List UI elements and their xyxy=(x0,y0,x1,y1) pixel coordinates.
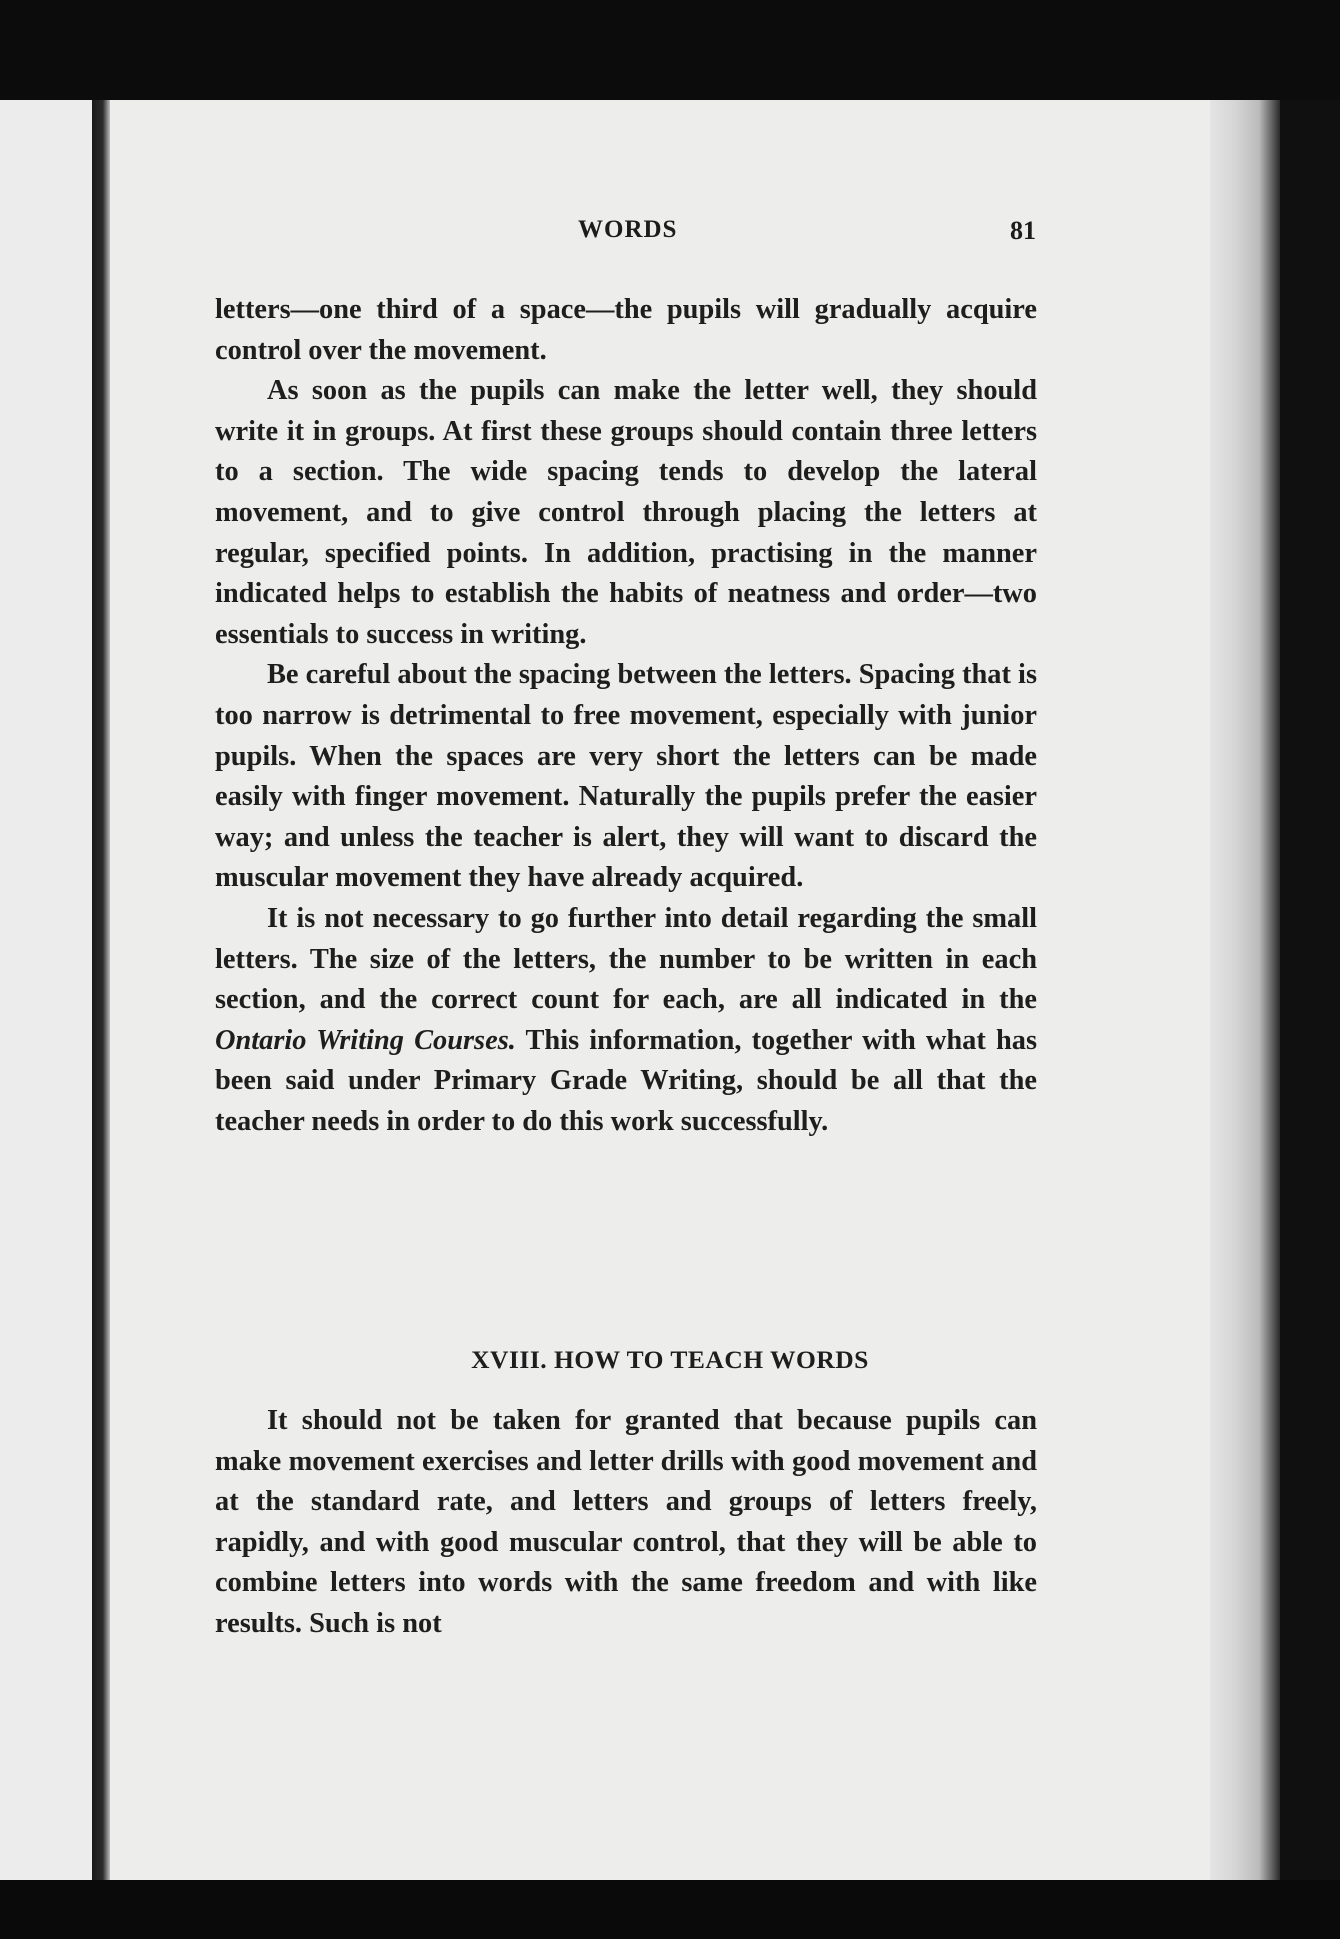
running-head-title: WORDS xyxy=(578,216,678,243)
scan-background-bottom xyxy=(0,1880,1340,1939)
book-gutter xyxy=(92,100,110,1880)
page-number: 81 xyxy=(1010,216,1036,245)
paragraph: Be careful about the spacing between the letters. Spacing that is too narrow is detrimental to free movement, especially with junior pupils. When the spaces are very short the letters can be made easily with finger movement. Naturally the pupils prefer the easier way; and unless the teacher is alert, they will want to discard the muscular movement they have already acquired. xyxy=(215,659,1037,894)
paragraph xyxy=(215,899,1037,1143)
scan-background-right xyxy=(1280,100,1340,1880)
running-head xyxy=(0,212,1340,252)
scan-background-top xyxy=(0,0,1340,100)
facing-page-edge xyxy=(0,100,92,1880)
section-body-text xyxy=(215,1401,1037,1645)
page-fore-edge xyxy=(1210,100,1280,1880)
paragraph: It should not be taken for granted that because pupils can make movement exercises and letter drills with good movement and at the standard rate, and letters and groups of letters freely, rapidly, and with good muscular control, that they will be able to combine letters into words with the same freedom and with like results. Such is not xyxy=(215,1405,1037,1639)
paragraph-text: This information, together with what has been said under Primary Grade Writing, should be all that the teacher needs in order to do this work successfully. xyxy=(215,1024,1037,1137)
book-title-italic: Ontario Writing Courses. xyxy=(215,1024,516,1056)
section-heading: XVIII. HOW TO TEACH WORDS xyxy=(471,1345,869,1374)
paragraph-text: It is not necessary to go further into detail regarding the small letters. The size of the letters, the number to be written in each section, and the correct count for each, are all indicated in the xyxy=(215,902,1037,1016)
paragraph-continued: letters—one third of a space—the pupils will gradually acquire control over the movement. xyxy=(215,294,1037,366)
paragraph: As soon as the pupils can make the letter well, they should write it in groups. At first these groups should contain three letters to a section. The wide spacing tends to develop the lateral movement, and to give control through placing the letters at regular, specified points. In addition, practising in the manner indicated helps to establish the habits of neatness and order—two essentials to success in writing. xyxy=(215,375,1037,650)
body-text xyxy=(215,290,1037,1142)
